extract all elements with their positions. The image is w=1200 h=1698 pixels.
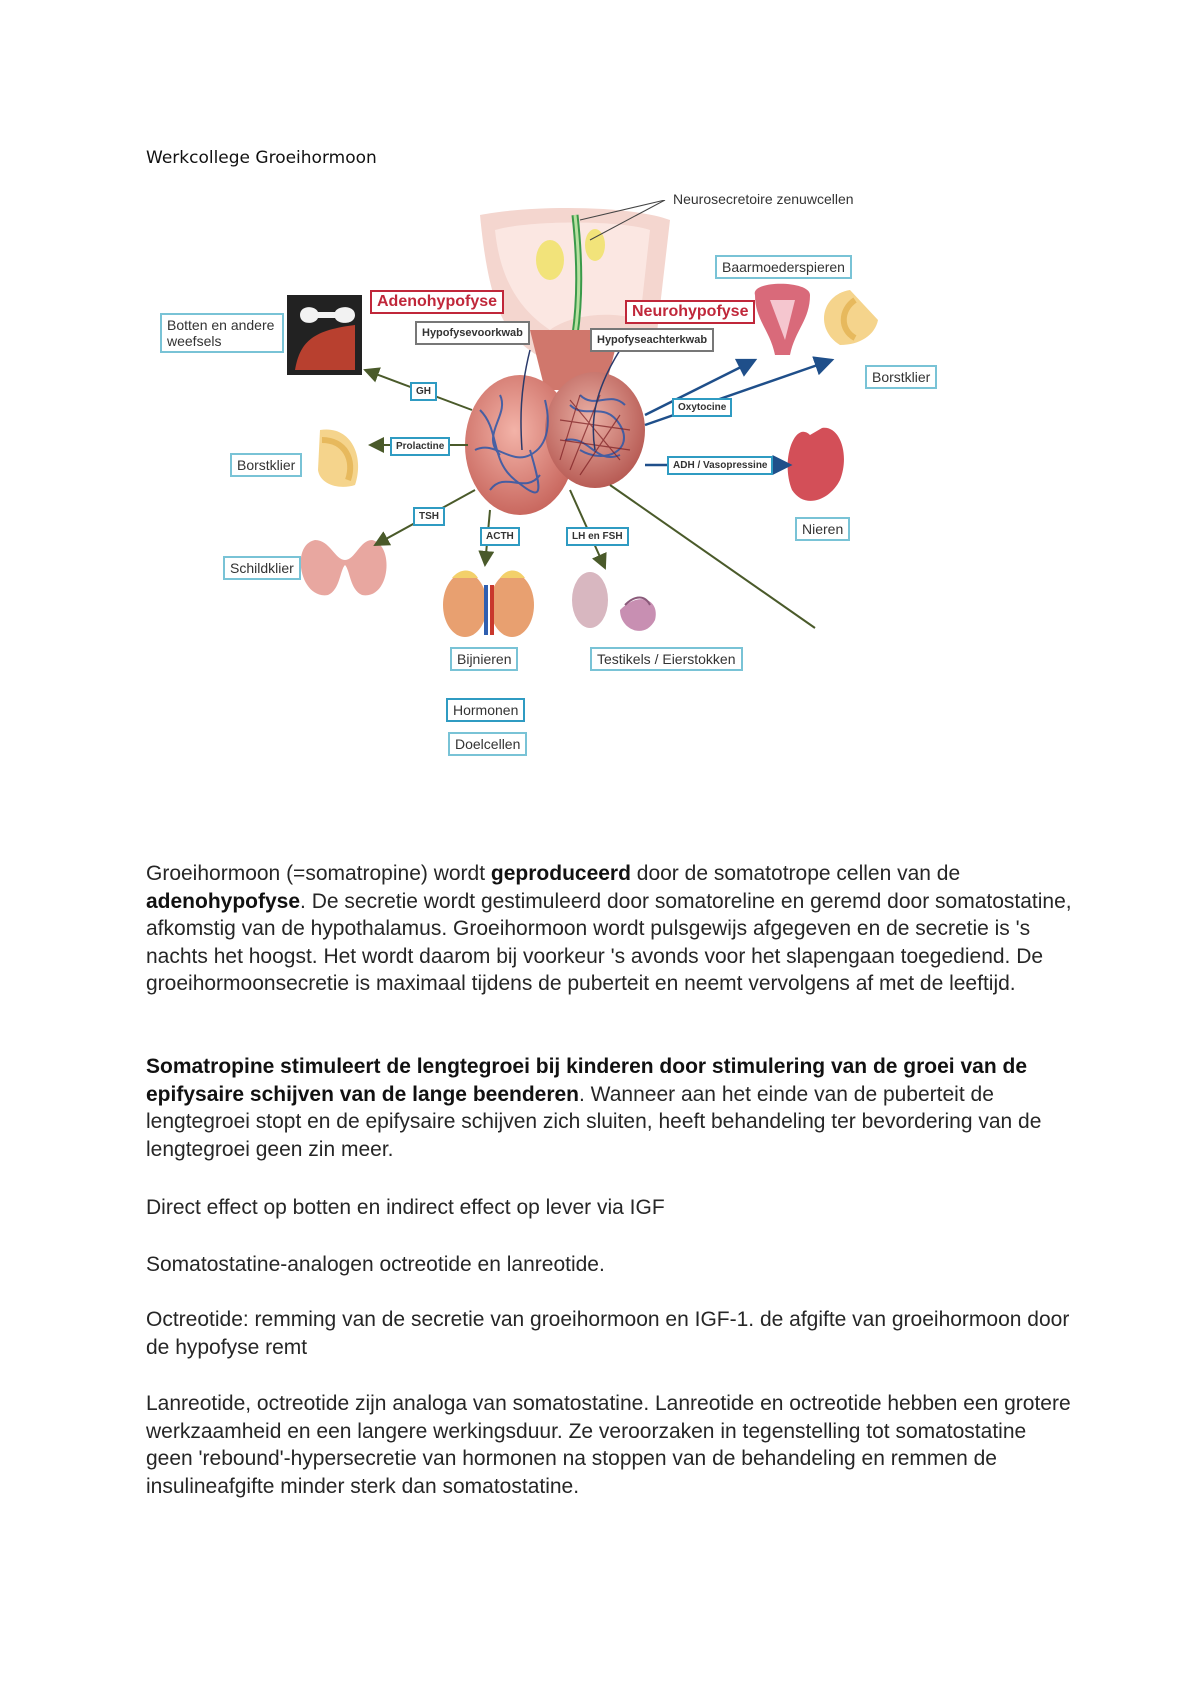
label-bones: Botten en andere weefsels (160, 313, 284, 353)
label-neurohypophysis: Neurohypofyse (625, 300, 755, 324)
hormone-lh-fsh: LH en FSH (566, 527, 629, 546)
mammary-left-illustration (318, 429, 358, 486)
hormone-acth: ACTH (480, 527, 520, 546)
hypothalamus-illustration (480, 208, 670, 390)
adrenal-kidney-illustration (443, 571, 534, 638)
thyroid-illustration (301, 540, 387, 595)
label-kidneys: Nieren (795, 517, 850, 541)
hormone-prolactin: Prolactine (390, 437, 450, 456)
paragraph-2: Somatropine stimuleert de lengtegroei bij kinderen door stimulering van de groei van de epifysaire schijven van de lange beenderen. Wanneer aan het einde van de puberteit de lengtegroei stopt en de epifysaire schijven zich sluiten, heeft behandeling ter bevordering van de lengtegroei geen zin meer. (146, 1055, 1042, 1161)
bone-muscle-illustration (287, 295, 362, 375)
label-thyroid: Schildklier (223, 556, 301, 580)
mammary-right-illustration (824, 290, 878, 345)
diagram-illustration (150, 200, 1050, 830)
label-adenohypophysis: Adenohypofyse (370, 290, 504, 314)
label-gonads: Testikels / Eierstokken (590, 647, 743, 671)
pituitary-diagram (150, 191, 1050, 830)
kidney-illustration (788, 428, 844, 501)
hormone-tsh: TSH (413, 507, 445, 526)
paragraph-3: Direct effect op botten en indirect effect op lever via IGF (146, 1196, 665, 1219)
document-title: Werkcollege Groeihormoon (146, 148, 377, 168)
hormone-oxytocin: Oxytocine (672, 398, 732, 417)
label-posterior-lobe: Hypofyseachterkwab (590, 328, 714, 352)
paragraph-5: Octreotide: remming van de secretie van groeihormoon en IGF-1. de afgifte van groeihormoon door de hypofyse remt (146, 1308, 1070, 1359)
hormone-gh: GH (410, 382, 437, 401)
gonads-illustration (572, 572, 656, 631)
label-uterus-muscles: Baarmoederspieren (715, 255, 852, 279)
label-mammary-left: Borstklier (230, 453, 302, 477)
uterus-illustration (755, 284, 810, 355)
label-mammary-right: Borstklier (865, 365, 937, 389)
paragraph-4: Somatostatine-analogen octreotide en lanreotide. (146, 1253, 605, 1276)
paragraph-1: Groeihormoon (=somatropine) wordt geproduceerd door de somatotrope cellen van de adenohypofyse. De secretie wordt gestimuleerd door somatoreline en geremd door somatostatine, afkomstig van de hypothalamus. Groeihormoon wordt pulsgewijs afgegeven en de secretie is 's nachts het hoogst. Het wordt daarom bij voorkeur 's avonds voor het slapengaan toegediend. De groeihormoonsecretie is maximaal tijdens de puberteit en neemt vervolgens af met de leeftijd. (146, 862, 1072, 995)
legend-targets: Doelcellen (448, 732, 527, 756)
label-anterior-lobe: Hypofysevoorkwab (415, 321, 530, 345)
label-adrenals: Bijnieren (450, 647, 518, 671)
label-neurosecretory: Neurosecretoire zenuwcellen (673, 191, 854, 207)
paragraph-6: Lanreotide, octreotide zijn analoga van somatostatine. Lanreotide en octreotide hebben een grotere werkzaamheid en een langere werkingsduur. Ze veroorzaken in tegenstelling tot somatostatine geen 'rebound'-hypersecretie van hormonen na stoppen van de behandeling en remmen de insulineafgifte minder sterk dan somatostatine. (146, 1392, 1071, 1498)
legend-hormones: Hormonen (446, 698, 525, 722)
hormone-adh: ADH / Vasopressine (667, 456, 773, 475)
